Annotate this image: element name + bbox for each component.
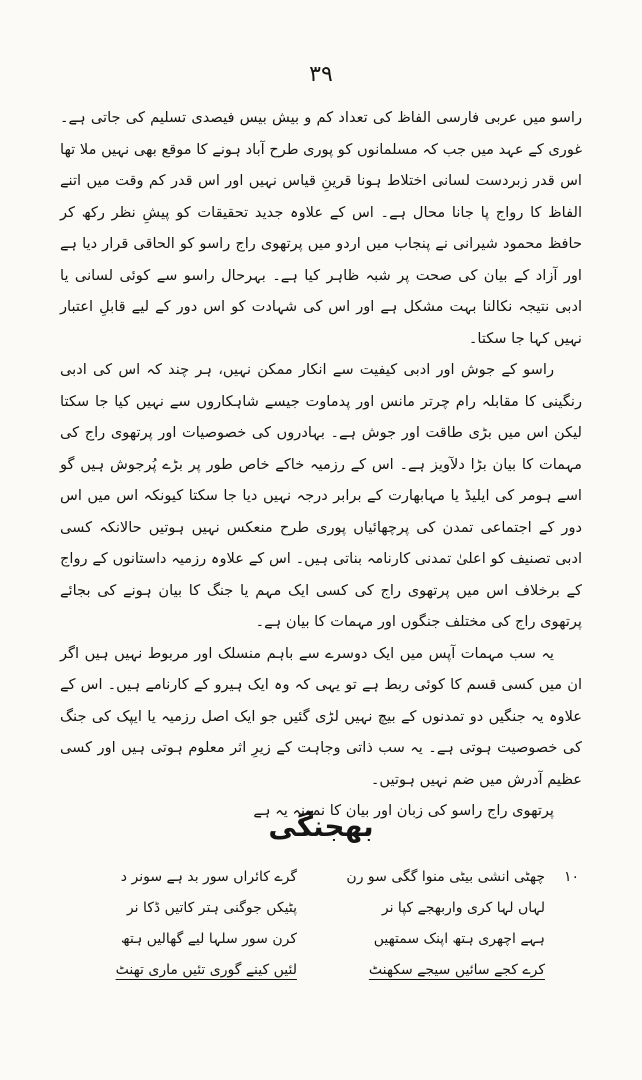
- poem-line: کرے کجے سائیں سیجے سکھنٹ: [368, 962, 545, 978]
- poem-line: چھٹی انشی بیٹی منوا گگی سو رن: [346, 869, 545, 885]
- body-text: [60, 102, 582, 827]
- poem-right-column: [330, 862, 545, 986]
- page-number: ٣٩: [309, 62, 333, 87]
- poem-line: لہاں لہا کری واربھجے کپا نر: [381, 900, 545, 916]
- section-heading: بھجنگی: [268, 810, 374, 843]
- poem-line: ہہے اچھری ہتھ اپنک سمتھیں: [373, 931, 545, 947]
- paragraph: پرتھوی راج راسو کی زبان اور بیان کا نمونہ یہ ہے: [253, 802, 554, 819]
- poem-line: گرے کائراں سور بد ہے سونر د: [120, 869, 297, 885]
- paragraph: یہ سب مہمات آپس میں ایک دوسرے سے باہم منسلک اور مربوط نہیں ہیں اگر ان میں کسی قسم کا کوئی ربط ہے تو یہی کہ وہ ایک ہیرو کے کارنامے ہیں۔ اس کے علاوہ یہ جنگیں دو تمدنوں کے بیچ نہیں لڑی گئیں جو ایک اصل رزمیہ یا ایپک کی جنگ کی خصوصیت ہوتی ہے۔ یہ سب ذاتی وجاہت کے زیرِ اثر معلوم ہوتی ہیں اور کسی عظیم آدرش میں ضم نہیں ہوتیں۔: [60, 644, 582, 788]
- poem-line: پٹیکں جوگنی ہتر کاتیں ڈکا نر: [126, 900, 297, 916]
- paragraph: راسو میں عربی فارسی الفاظ کی تعداد کم و بیش بیس فیصدی تسلیم کی جاتی ہے۔ غوری کے عہد میں جب کہ مسلمانوں کو پوری طرح آباد ہونے کا موقع بھی نہیں ملا تھا اس قدر زبردست لسانی اختلاط ہونا قرینِ قیاس نہیں اور اس قدر کم وقت میں اتنے الفاظ کا رواج پا جانا محال ہے۔ اس کے علاوہ جدید تحقیقات کو پیشِ نظر رکھ کر حافظ محمود شیرانی نے پنجاب میں اردو میں پرتھوی راج راسو کو الحاقی قرار دیا ہے اور آزاد کے بیان کی صحت پر شبہ ظاہر کیا ہے۔ بہرحال راسو سے کوئی لسانی یا ادبی نتیجہ نکالنا بہت مشکل ہے اور اس کی شہادت کو اس دور کے لیے قابلِ اعتبار نہیں کہا جا سکتا۔: [60, 109, 582, 347]
- paragraph: راسو کے جوش اور ادبی کیفیت سے انکار ممکن نہیں، ہر چند کہ اس کی ادبی رنگینی کا مقابلہ رام چرتر مانس اور پدماوت جیسے شاہکاروں سے نہیں کیا جا سکتا لیکن اس میں بڑی طاقت اور جوش ہے۔ بہادروں کی خصوصیات اور پرتھوی راج کی مہمات کا بیان بڑا دلآویز ہے۔ اس کے رزمیہ خاکے خاص طور پر بڑے پُرجوش ہیں گو اسے ہومر کی ایلیڈ یا مہابھارت کے برابر درجہ نہیں دیا جا سکتا کیونکہ اس میں اس دور کے اجتماعی تمدن کی پرچھائیاں پوری طرح منعکس نہیں ہوتیں حالانکہ کسی ادبی تصنیف کو اعلیٰ تمدنی کارنامہ بناتی ہیں۔ اس کے علاوہ رزمیہ داستانوں کے رواج کے برخلاف اس میں پرتھوی راج کی کسی ایک مہم یا جنگ کا بیان ہونے کی بجائے پرتھوی راج کی مختلف جنگوں اور مہمات کا بیان ہے۔: [60, 361, 582, 630]
- poem-line: لئیں کینے گوری تئیں ماری تھنٹ: [115, 962, 297, 978]
- poem-left-column: [52, 862, 297, 986]
- poem-line: کرن سور سلہا لیے گھالیں ہتھ: [121, 931, 297, 947]
- verse-number: ١٠: [564, 869, 580, 885]
